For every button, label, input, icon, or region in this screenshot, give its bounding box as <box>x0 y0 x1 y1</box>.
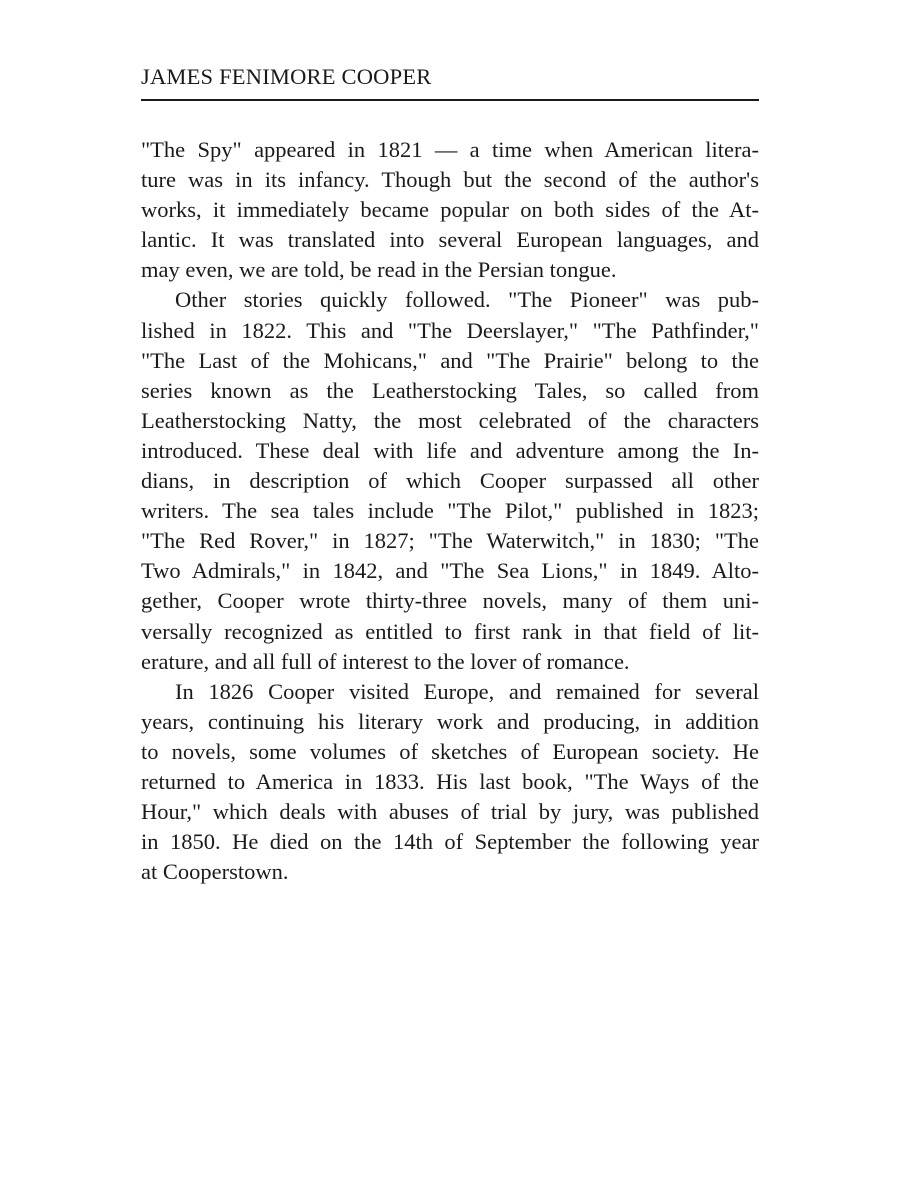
text-line: at Cooperstown. <box>141 859 289 885</box>
text-line: "The Spy" appeared in 1821 — a time when American litera- <box>141 137 759 162</box>
body-text <box>141 135 759 887</box>
text-line: versally recognized as entitled to first rank in that field of lit- <box>141 618 759 644</box>
paragraph-1 <box>141 135 759 285</box>
text-line: lished in 1822. This and "The Deerslayer," "The Pathfinder," <box>141 317 759 343</box>
text-line: dians, in description of which Cooper surpassed all other <box>141 468 759 494</box>
text-line: Two Admirals," in 1842, and "The Sea Lions," in 1849. Alto- <box>141 558 759 584</box>
text-line: introduced. These deal with life and adventure among the In- <box>141 437 759 463</box>
paragraph-3 <box>141 677 759 888</box>
book-page <box>141 62 759 887</box>
text-line: Other stories quickly followed. "The Pioneer" was pub- <box>175 287 759 313</box>
text-line: writers. The sea tales include "The Pilot," published in 1823; <box>141 498 759 524</box>
text-line: gether, Cooper wrote thirty-three novels, many of them uni- <box>141 588 759 614</box>
text-line: Leatherstocking Natty, the most celebrated of the characters <box>141 407 759 433</box>
text-line: to novels, some volumes of sketches of European society. He <box>141 738 759 764</box>
text-line: years, continuing his literary work and producing, in addition <box>141 708 759 734</box>
text-line: erature, and all full of interest to the lover of romance. <box>141 648 630 674</box>
text-line: Hour," which deals with abuses of trial by jury, was published <box>141 799 759 825</box>
text-line: in 1850. He died on the 14th of September the following year <box>141 829 759 855</box>
text-line: In 1826 Cooper visited Europe, and remained for several <box>175 678 759 704</box>
text-line: "The Last of the Mohicans," and "The Prairie" belong to the <box>141 347 759 373</box>
header-rule <box>141 99 759 101</box>
text-line: "The Red Rover," in 1827; "The Waterwitch," in 1830; "The <box>141 528 759 554</box>
paragraph-2 <box>141 285 759 676</box>
running-head-title: JAMES FENIMORE COOPER <box>141 64 432 89</box>
text-line: series known as the Leatherstocking Tales, so called from <box>141 377 759 403</box>
text-line: returned to America in 1833. His last book, "The Ways of the <box>141 768 759 794</box>
text-line: ture was in its infancy. Though but the second of the author's <box>141 167 759 193</box>
text-line: lantic. It was translated into several European languages, and <box>141 227 759 253</box>
text-line: may even, we are told, be read in the Persian tongue. <box>141 257 617 283</box>
text-line: works, it immediately became popular on both sides of the At- <box>141 197 759 223</box>
